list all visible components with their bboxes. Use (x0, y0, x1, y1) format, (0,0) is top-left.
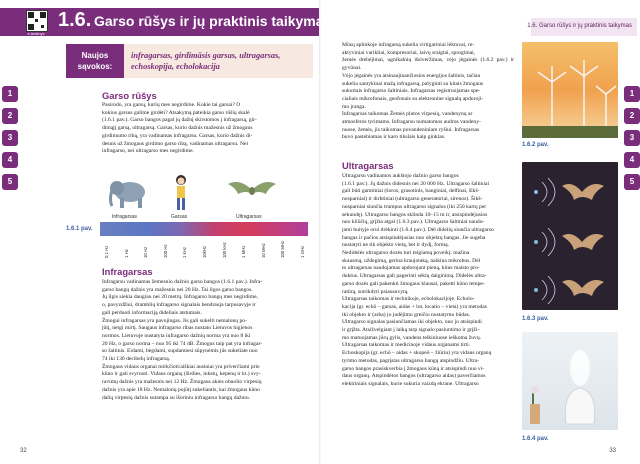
text-line: Žmogaus vidaus organai mirkčioti/aiškiai ausiniai yra priverčiami prie (102, 363, 260, 370)
text-line: daus organų. Atspindėtos bangos (ultragarso aidas) paverčiamos (342, 373, 486, 380)
chapter-tab-1-right[interactable]: 1 (624, 86, 640, 102)
chapter-tab-5[interactable]: 5 (2, 174, 18, 190)
gutter (319, 0, 321, 464)
chapter-tab-3-right[interactable]: 3 (624, 130, 640, 146)
text-line: to ultragarsas naudojamas apdorojant pieną, kitus maisto pro- (342, 265, 480, 272)
heading-infragarsas: Infragarsas (102, 266, 153, 277)
text-line: garso bangų dažnis yra mažesnis nei 20 Hz. Tai ilgos garso bangos. (102, 286, 253, 293)
band-label-infragarsas: Infragarsas (112, 214, 138, 220)
text-line: buvo pastebiamas ir karo tikslais kaip ginklas. (342, 134, 446, 141)
text-line: Mūsų aplinkoje infragarsą sukelia virtigariniai lėktuvai, re- (342, 42, 475, 48)
text-line: sekundę). Ultragarso bangos sklinda 10–15 m ir, atsispindėjusios (342, 211, 488, 218)
frequency-spectrum-bar (100, 222, 308, 236)
paragraph-ultragarsas (342, 173, 514, 389)
text-line: normos. Lietuvoje nustatyta infragarso dažnių norma yra nuo 8 iki (102, 332, 251, 339)
qr-label: e-leidinys (27, 31, 45, 36)
running-header (321, 8, 640, 36)
text-line: Infragarsas taikomas Žemės plutos virpesių, vandenynų ar (342, 111, 473, 118)
heading-ultragarsas: Ultragarsas (342, 160, 394, 171)
text-line: sukelia santykinai mažą infragarsą, palyginti su kitais žmogaus (342, 80, 484, 87)
text-line: jūtį, netgi mirtį. Saugaus infragarso ribas nustato Lietuvos higienos (102, 325, 253, 332)
text-line: desnis už žmogaus girdimo garso ribą, vadinamas ultragarsu. Nei (102, 140, 249, 147)
frequency-tick-labels (100, 238, 308, 258)
chapter-tab-5-right[interactable]: 5 (624, 174, 640, 190)
text-line: Infragarsu vadinamas žemesnio dažnio garso bangos (1.6.1 pav.). Infra- (102, 279, 263, 285)
text-line: nosparniai) ir dirbtiniai (ultragarso generatoriai, sirenos). Šikš- (342, 196, 483, 203)
text-line: mo matuojamas jūrų gylis, vandens telkiniuose ieškoma žuvų. (342, 334, 482, 341)
text-line: ir grįžta. Atsižvelgiant į laiką tarp signalo pasiuntimo ir grįži- (342, 327, 480, 334)
frequency-tick: 0,1 Hz (104, 245, 109, 258)
chapter-tab-1[interactable]: 1 (2, 86, 18, 102)
text-line: nosparniai siunčia trumpus ultragarso signalus (iki 250 kartų per (342, 203, 487, 210)
text-line: iki objekto ir (arba) jo judėjimo greičio nustatymo būdas. (342, 311, 471, 318)
paragraph-infragarsas-cont (342, 42, 514, 142)
frequency-tick: 10 Hz (143, 246, 149, 258)
girl-illustration (172, 174, 190, 212)
text-line: jami buityje orui drėkinti (1.6.4 pav.). Dėl didelių siunčia ultragarso (342, 226, 494, 233)
text-line: gali perduoti informaciją dideliais atstumais. (102, 309, 202, 316)
text-line: nuo kliūčių, grįžta atgal (1.6.3 pav.). Ultragarso šaltiniai naudo- (342, 219, 485, 226)
chapter-tab-2-right[interactable]: 2 (624, 108, 640, 124)
page-number-left: 32 (20, 448, 27, 454)
text-line: skausmą, uždegimą, gerina kraujotaką, naikina mikrobus. Dėl (342, 257, 481, 264)
text-line: Ultragarsas taikomas ir technikoje, echolokacijoje. Echolo- (342, 296, 475, 303)
frequency-tick: 100 kHz (221, 242, 227, 258)
chapter-tab-4-right[interactable]: 4 (624, 152, 640, 168)
paragraph-garso-rusys (102, 102, 310, 156)
figure-label-1-6-4: 1.6.4 pav. (522, 436, 549, 442)
bat-illustration (226, 178, 278, 204)
text-line: kokius garsus galime girdėti? Atsakymą pateikia garso rūšių skalė (102, 109, 250, 116)
text-line: Jų ilgis siekia daugiau nei 20 metrų. Infragarso bangų mes negirdime, (102, 294, 258, 301)
figure-label-1-6-3: 1.6.3 pav. (522, 316, 549, 322)
text-line: dimąjį garsą, ultragarsą. Garsas, kurio dažnis mažesnis už žmogaus (102, 125, 253, 132)
frequency-tick: 1 kHz (182, 247, 188, 258)
text-line: Ultragarsas taikomas ir medicinoje vidaus organams tirti. (342, 342, 471, 349)
text-line: Ultragarsu vadinamos aukštojo dažnio garso bangos (342, 173, 459, 179)
band-label-garsas: Garsas (171, 214, 188, 220)
text-line: duktus. Ultragarsas gali pagerinti sėklų daiginimą. Didelės ultra- (342, 273, 487, 280)
key-concepts-terms: infragarsas, girdimāsis garsas, ultragarsas, echoskopija, echolokacija (131, 51, 281, 71)
paragraph-infragarsas (102, 279, 310, 402)
section-number: 1.6. (58, 9, 92, 31)
text-line: so šaltinis. Eidami, bėgdami, supdamiesi sūpynėmis jūs sukeliate nuo (102, 348, 258, 355)
text-line: Pasirodo, yra garsų, kurių mes negirdime. Kokie tai garsai? O (102, 102, 241, 108)
frequency-tick: 100 MHz (280, 240, 286, 258)
text-line: cialiais mikrofonais, geofonais su elektronine signalų apdoroji- (342, 95, 484, 102)
frequency-tick: 1 MHz (241, 245, 247, 258)
text-line: o, pavyzdžiui, dramblių infragarso signalais bendrauja tarpusavyje ir (102, 302, 256, 309)
text-line: (1.6.1 pav.). Garso bangos pagal jų dažnį skirstomos į infragarsą, gir- (102, 117, 257, 124)
humidifier-photo (522, 332, 618, 430)
text-line: atmosferos tyrimams. Infragarsu numatomos audros vandeny- (342, 119, 481, 126)
text-line: girdimumo ribą, yra vadinamas infragarsu. Garsas, kurio dažnis di- (102, 132, 253, 139)
text-line: Vėjo jėgainės yra atsinaujinančiosios energijos šaltinis, tačiau (342, 72, 481, 79)
band-label-ultragarsas: Ultragarsas (236, 214, 262, 220)
frequency-tick: 1 GHz (300, 245, 305, 258)
text-line: aktyviniai varikliai, kompresoriai, laivų sraigtai, sprogimai, (342, 49, 476, 56)
frequency-tick: 10 MHz (260, 243, 266, 258)
wind-turbines-photo (522, 42, 618, 138)
text-line: kacija (gr. echō – garsas, aidas + lot. locatio – vieta) yra metodas (342, 303, 487, 310)
figure-label-1-6-1: 1.6.1 pav. (66, 226, 93, 232)
page-number-right: 33 (609, 448, 616, 454)
text-line: nuose, žemės, jis taikomas povandeniniam ryšiui. Infragarsas (342, 126, 480, 133)
key-concepts-label: Naujos sąvokos: (66, 44, 124, 78)
figure-label-1-6-2: 1.6.2 pav. (522, 142, 549, 148)
text-line: Žmogui infragarsas yra pavojingas. Jis gali sukelti nemalonų po- (102, 317, 247, 324)
text-line: infragarso, nei ultragarso mes negirdime. (102, 148, 194, 155)
text-line: kūno ir gali svyruoti. Vidaus organų (širdies, inkstų, kepenų ir kt.) svy- (102, 371, 261, 378)
text-line: ravimų dažnis yra mažesnis nei 12 Hz. Žmogaus akies obuolio virpesių (102, 379, 262, 386)
elephant-illustration (108, 176, 152, 212)
text-line: žemės drebėjimai, ugnikalnių išsiveržimas, vėjo jėgainės (1.6.2 pav.) ir gyvūnai. (342, 57, 514, 72)
running-title: 1.6. Garso rūšys ir jų praktinis taikymas (527, 23, 632, 29)
text-line: Ultragarso signalas pasiunčiamas iki objekto, nuo jo atsispindi (342, 319, 482, 326)
frequency-tick: 10kHz (202, 245, 207, 258)
qr-code-icon[interactable] (26, 10, 48, 32)
text-line: elektriniais signalais, kurie sukuria vaizdą ekrane. Ultragarso (342, 380, 479, 387)
text-line: tyrimo metodas, pagrįstas ultragarso bangų atspindžiu. Ultra- (342, 357, 480, 364)
text-line: sukurtais infragarso šaltiniais. Infragarsas registruojamas spe- (342, 88, 481, 95)
text-line: (1.6.1 pav.). Jų dažnis didesnis nei 20 000 Hz. Ultragarso šaltiniai (342, 180, 490, 187)
text-line: gali būti gamtiniai (šoros, grasotinis, banginiai, delfinai, šikš- (342, 188, 480, 195)
text-line: ratūrą, sutrikdyti psiausuvytą. (342, 288, 409, 295)
chapter-tab-4[interactable]: 4 (2, 152, 18, 168)
text-line: 74 iki 130 decibelų infragarsą. (102, 356, 171, 363)
text-line: Nedidelės ultragarso dozės turi teigiamą poveikį: mažina (342, 250, 470, 257)
text-line: 20 Hz, o garso norma – nuo 95 iki 74 dB. Žmogus taip pat yra infragar- (102, 340, 263, 347)
text-line: mo įranga. (342, 103, 366, 110)
text-line: dalių virpesių dažnis sutampa su išoriniu infragarso bangų dažniu. (102, 394, 251, 401)
section-title: Garso rūšys ir jų praktinis taikymas (94, 13, 332, 29)
bat-echolocation-photo (522, 162, 618, 310)
text-line: bangas ir pačios atsispindėjusias nuo objektų bangas. Jie sugeba (342, 234, 486, 241)
frequency-tick: 1 Hz (123, 249, 129, 258)
heading-garso-rusys: Garso rūšys (102, 90, 157, 101)
text-line: Echoskopija (gr. echō – aidas + skopeō – žiūriu) yra vidaus organų (342, 350, 492, 357)
chapter-tab-2[interactable]: 2 (2, 108, 18, 124)
text-line: dažnis yra apie 18 Hz. Nemalonų pojūtį sukeliantis, kai žmogaus kūno (102, 386, 260, 393)
text-line: garso dozės gali pakenkti žmogaus klausai, paketti kūno tempe- (342, 280, 485, 287)
frequency-tick: 100 Hz (162, 244, 168, 258)
text-line: garso bangos prasiskverbia į žmogaus kūną ir atsispindi nuo vi- (342, 365, 485, 372)
text-line: nustatyti ne tik objekto vietą, bet ir dydį, formą. (342, 242, 450, 249)
chapter-tab-3[interactable]: 3 (2, 130, 18, 146)
